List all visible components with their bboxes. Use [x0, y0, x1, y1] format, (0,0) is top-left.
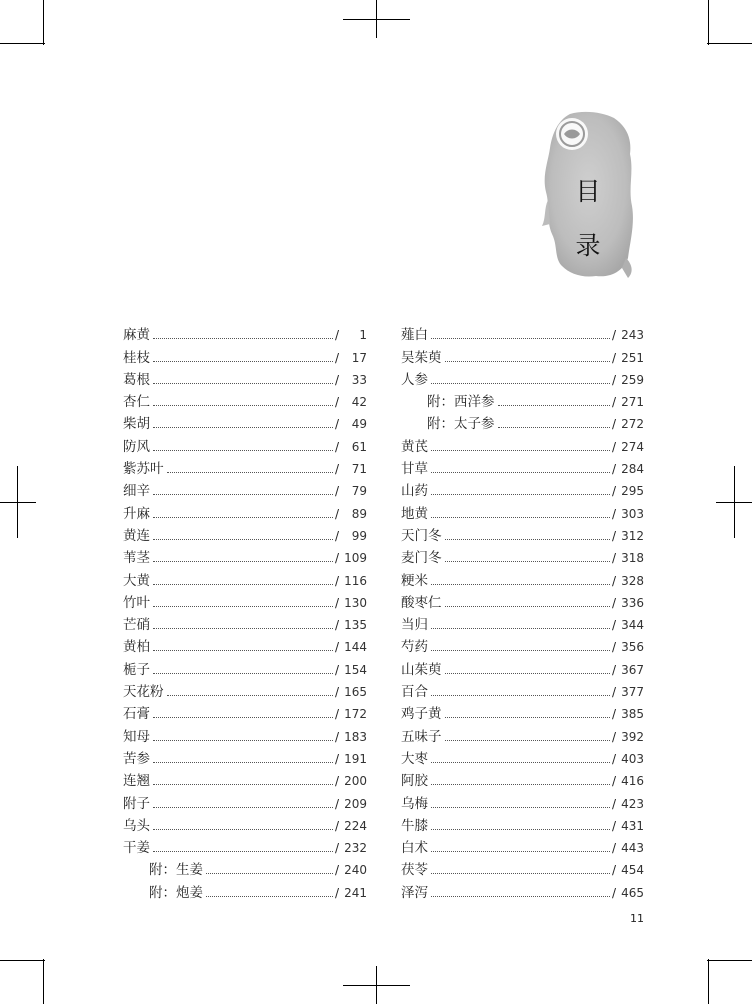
- dot-leader: [445, 561, 611, 562]
- toc-entry-title: 栀子: [123, 661, 150, 678]
- toc-entry[interactable]: [401, 321, 644, 343]
- toc-entry[interactable]: [401, 856, 644, 878]
- toc-entry-page: 423: [621, 796, 644, 811]
- toc-entry-page: 367: [621, 662, 644, 677]
- toc-entry[interactable]: [401, 455, 644, 477]
- toc-entry[interactable]: [123, 589, 367, 611]
- dot-leader: [206, 873, 333, 874]
- title-char-2: 录: [575, 231, 601, 260]
- page-separator: /: [335, 863, 340, 878]
- dot-leader: [153, 561, 333, 562]
- toc-entry-page: 232: [344, 841, 367, 856]
- dot-leader: [153, 494, 333, 495]
- dot-leader: [153, 762, 333, 763]
- toc-entry[interactable]: [123, 477, 367, 499]
- toc-entry-page: 191: [344, 751, 367, 766]
- dot-leader: [431, 338, 610, 339]
- toc-entry-title: 附子: [123, 795, 150, 812]
- crop-mark-top-left-v: [43, 0, 44, 45]
- toc-entry[interactable]: [123, 432, 367, 454]
- toc-entry-title: 附：西洋参: [427, 394, 495, 411]
- page-separator: /: [612, 685, 617, 700]
- page-separator: /: [612, 372, 617, 387]
- dot-leader: [431, 628, 610, 629]
- toc-entry-page: 89: [351, 506, 367, 521]
- page-separator: /: [612, 395, 617, 410]
- toc-entry[interactable]: [123, 700, 367, 722]
- toc-entry-page: 251: [621, 350, 644, 365]
- toc-entry-title: 紫苏叶: [123, 461, 164, 478]
- page-separator: /: [612, 662, 617, 677]
- toc-right-column: [401, 321, 644, 901]
- crop-mark-bottom-left-h: [0, 960, 45, 961]
- toc-entry[interactable]: [401, 388, 644, 410]
- page-separator: /: [612, 707, 617, 722]
- toc-entry-title: 知母: [123, 728, 150, 745]
- toc-entry[interactable]: [401, 834, 644, 856]
- dot-leader: [431, 896, 610, 897]
- page-separator: /: [612, 818, 617, 833]
- dot-leader: [153, 829, 333, 830]
- page-separator: /: [335, 484, 340, 499]
- toc-entry-page: 240: [344, 863, 367, 878]
- toc-entry-page: 109: [344, 551, 367, 566]
- toc-entry-title: 细辛: [123, 483, 150, 500]
- page-separator: /: [335, 662, 340, 677]
- toc-entry[interactable]: [123, 789, 367, 811]
- toc-entry-page: 295: [621, 484, 644, 499]
- dot-leader: [431, 584, 610, 585]
- page-separator: /: [335, 774, 340, 789]
- page-separator: /: [612, 595, 617, 610]
- toc-entry-page: 431: [621, 818, 644, 833]
- dot-leader: [431, 829, 610, 830]
- dot-leader: [445, 673, 611, 674]
- toc-entry-page: 1: [359, 328, 367, 343]
- toc-entry-page: 116: [344, 573, 367, 588]
- toc-entry-page: 154: [344, 662, 367, 677]
- dot-leader: [431, 383, 610, 384]
- toc-entry[interactable]: [401, 410, 644, 432]
- toc-entry[interactable]: [401, 812, 644, 834]
- toc-entry[interactable]: [123, 812, 367, 834]
- dot-leader: [431, 807, 610, 808]
- toc-entry-page: 318: [621, 551, 644, 566]
- toc-entry-page: 241: [344, 885, 367, 900]
- page-separator: /: [335, 372, 340, 387]
- toc-entry-title: 酸枣仁: [401, 594, 442, 611]
- toc-entry-title: 竹叶: [123, 594, 150, 611]
- toc-entry-page: 99: [351, 528, 367, 543]
- toc-entry-title: 苇茎: [123, 550, 150, 567]
- toc-entry-title: 天门冬: [401, 527, 442, 544]
- toc-entry-page: 312: [621, 528, 644, 543]
- dot-leader: [445, 539, 611, 540]
- toc-entry[interactable]: [401, 633, 644, 655]
- toc-entry[interactable]: [123, 856, 367, 878]
- page-separator: /: [335, 328, 340, 343]
- page-separator: /: [335, 885, 340, 900]
- toc-entry-title: 牛膝: [401, 817, 428, 834]
- toc-entry-title: 附：生姜: [149, 862, 203, 879]
- crop-mark-top-right-h: [707, 43, 752, 44]
- toc-entry[interactable]: [401, 522, 644, 544]
- page-separator: /: [612, 439, 617, 454]
- toc-entry[interactable]: [123, 566, 367, 588]
- toc-left-column: [123, 321, 367, 901]
- toc-entry-title: 甘草: [401, 461, 428, 478]
- toc-entry[interactable]: [401, 499, 644, 521]
- page-separator: /: [335, 841, 340, 856]
- toc-entry-page: 403: [621, 751, 644, 766]
- dot-leader: [153, 784, 333, 785]
- page-separator: /: [335, 707, 340, 722]
- page-separator: /: [612, 528, 617, 543]
- toc-entry[interactable]: [123, 522, 367, 544]
- toc-entry-title: 山药: [401, 483, 428, 500]
- toc-entry-title: 附：炮姜: [149, 884, 203, 901]
- toc-entry[interactable]: [401, 544, 644, 566]
- page-separator: /: [612, 551, 617, 566]
- dot-leader: [153, 539, 333, 540]
- toc-entry-title: 干姜: [123, 840, 150, 857]
- page-separator: /: [335, 573, 340, 588]
- toc-entry-title: 百合: [401, 684, 428, 701]
- page-separator: /: [612, 729, 617, 744]
- toc-entry-page: 165: [344, 685, 367, 700]
- dot-leader: [445, 740, 611, 741]
- toc-entry-title: 天花粉: [123, 684, 164, 701]
- toc-entry-page: 144: [344, 640, 367, 655]
- toc-entry[interactable]: [401, 566, 644, 588]
- page-separator: /: [335, 751, 340, 766]
- toc-entry-page: 336: [621, 595, 644, 610]
- toc-entry[interactable]: [123, 633, 367, 655]
- dot-leader: [153, 851, 333, 852]
- toc-entry-page: 79: [351, 484, 367, 499]
- toc-entry[interactable]: [401, 589, 644, 611]
- toc-entry[interactable]: [401, 700, 644, 722]
- toc-entry[interactable]: [123, 321, 367, 343]
- toc-entry[interactable]: [401, 432, 644, 454]
- toc-entry-page: 243: [621, 328, 644, 343]
- toc-entry-page: 465: [621, 885, 644, 900]
- toc-entry[interactable]: [401, 366, 644, 388]
- toc-entry-page: 356: [621, 640, 644, 655]
- toc-entry-title: 五味子: [401, 728, 442, 745]
- toc-entry[interactable]: [401, 789, 644, 811]
- dot-leader: [431, 517, 610, 518]
- dot-leader: [153, 650, 333, 651]
- page-separator: /: [612, 573, 617, 588]
- toc-entry-page: 454: [621, 863, 644, 878]
- page-separator: /: [612, 506, 617, 521]
- toc-entry-title: 白术: [401, 840, 428, 857]
- toc-entry-title: 附：太子参: [427, 416, 495, 433]
- page-separator: /: [612, 618, 617, 633]
- toc-entry-title: 人参: [401, 371, 428, 388]
- toc-entry[interactable]: [123, 388, 367, 410]
- toc-entry-title: 葛根: [123, 371, 150, 388]
- crop-mark-top-left-h: [0, 43, 45, 44]
- dot-leader: [153, 740, 333, 741]
- page-separator: /: [612, 863, 617, 878]
- toc-entry-page: 200: [344, 774, 367, 789]
- dot-leader: [431, 784, 610, 785]
- toc-entry[interactable]: [123, 767, 367, 789]
- toc-entry-title: 芒硝: [123, 617, 150, 634]
- dot-leader: [431, 762, 610, 763]
- toc-entry-title: 鸡子黄: [401, 706, 442, 723]
- dot-leader: [153, 673, 333, 674]
- toc-entry-page: 377: [621, 685, 644, 700]
- dot-leader: [153, 450, 333, 451]
- page-separator: /: [335, 640, 340, 655]
- toc-entry-page: 42: [351, 395, 367, 410]
- toc-entry-page: 33: [351, 372, 367, 387]
- toc-entry-page: 71: [351, 462, 367, 477]
- toc-entry[interactable]: [401, 611, 644, 633]
- toc-entry[interactable]: [123, 655, 367, 677]
- crop-mark-bottom-right-h: [707, 960, 752, 961]
- crop-mark-right-center-h: [716, 502, 752, 503]
- toc-entry-title: 麻黄: [123, 327, 150, 344]
- dot-leader: [153, 405, 333, 406]
- toc-entry[interactable]: [123, 745, 367, 767]
- dot-leader: [445, 717, 611, 718]
- page-separator: /: [335, 796, 340, 811]
- toc-entry-title: 黄连: [123, 527, 150, 544]
- dot-leader: [153, 361, 333, 362]
- dot-leader: [431, 851, 610, 852]
- page-separator: /: [335, 595, 340, 610]
- page-separator: /: [612, 350, 617, 365]
- dot-leader: [431, 494, 610, 495]
- dot-leader: [431, 695, 610, 696]
- dot-leader: [153, 427, 333, 428]
- dot-leader: [153, 717, 333, 718]
- toc-entry-page: 274: [621, 439, 644, 454]
- toc-entry-page: 328: [621, 573, 644, 588]
- page-separator: /: [335, 350, 340, 365]
- page-separator: /: [612, 484, 617, 499]
- toc-entry[interactable]: [123, 410, 367, 432]
- dot-leader: [431, 472, 610, 473]
- toc-entry-page: 224: [344, 818, 367, 833]
- toc-entry-page: 443: [621, 841, 644, 856]
- page-separator: /: [335, 395, 340, 410]
- page-separator: /: [335, 528, 340, 543]
- toc-entry-title: 茯苓: [401, 862, 428, 879]
- title-char-1: 目: [575, 177, 601, 206]
- page-separator: /: [612, 751, 617, 766]
- toc-entry-title: 泽泻: [401, 884, 428, 901]
- dot-leader: [153, 338, 333, 339]
- page-number: 11: [630, 912, 644, 925]
- page-separator: /: [335, 417, 340, 432]
- toc-entry-page: 172: [344, 707, 367, 722]
- page-separator: /: [335, 506, 340, 521]
- toc-entry-page: 259: [621, 372, 644, 387]
- toc-entry[interactable]: [401, 878, 644, 900]
- toc-entry-title: 当归: [401, 617, 428, 634]
- page-separator: /: [335, 729, 340, 744]
- dot-leader: [445, 361, 611, 362]
- page-separator: /: [335, 618, 340, 633]
- toc-entry-title: 大黄: [123, 572, 150, 589]
- toc-entry[interactable]: [401, 477, 644, 499]
- dot-leader: [153, 517, 333, 518]
- toc-entry[interactable]: [123, 834, 367, 856]
- dot-leader: [431, 873, 610, 874]
- dot-leader: [206, 896, 333, 897]
- toc-entry[interactable]: [401, 655, 644, 677]
- toc-entry[interactable]: [123, 878, 367, 900]
- dot-leader: [498, 405, 611, 406]
- page-separator: /: [612, 885, 617, 900]
- toc-entry[interactable]: [123, 544, 367, 566]
- toc-entry-page: 392: [621, 729, 644, 744]
- page-separator: /: [335, 551, 340, 566]
- toc-entry-title: 乌头: [123, 817, 150, 834]
- dot-leader: [153, 584, 333, 585]
- toc-entry-page: 49: [351, 417, 367, 432]
- toc-entry-title: 薤白: [401, 327, 428, 344]
- toc-entry[interactable]: [123, 499, 367, 521]
- toc-entry-title: 黄柏: [123, 639, 150, 656]
- toc-entry[interactable]: [123, 366, 367, 388]
- page-separator: /: [335, 462, 340, 477]
- toc-entry-title: 麦门冬: [401, 550, 442, 567]
- dot-leader: [431, 450, 610, 451]
- crop-mark-left-center-h: [0, 502, 36, 503]
- toc-entry-page: 130: [344, 595, 367, 610]
- toc-entry-page: 303: [621, 506, 644, 521]
- toc-entry-page: 209: [344, 796, 367, 811]
- dot-leader: [153, 383, 333, 384]
- toc-entry[interactable]: [401, 678, 644, 700]
- toc-entry-page: 271: [621, 395, 644, 410]
- dot-leader: [445, 606, 611, 607]
- toc-entry-page: 344: [621, 618, 644, 633]
- toc-entry-title: 升麻: [123, 505, 150, 522]
- toc-entry[interactable]: [123, 722, 367, 744]
- toc-entry-title: 杏仁: [123, 394, 150, 411]
- toc-entry-page: 61: [351, 439, 367, 454]
- toc-entry-title: 桂枝: [123, 349, 150, 366]
- toc-entry-title: 乌梅: [401, 795, 428, 812]
- page-separator: /: [612, 841, 617, 856]
- toc-entry-title: 连翘: [123, 773, 150, 790]
- toc-entry-title: 地黄: [401, 505, 428, 522]
- toc-entry-title: 粳米: [401, 572, 428, 589]
- toc-entry-page: 135: [344, 618, 367, 633]
- toc-entry-title: 山茱萸: [401, 661, 442, 678]
- toc-entry-title: 吴茱萸: [401, 349, 442, 366]
- toc-entry[interactable]: [123, 678, 367, 700]
- page-separator: /: [612, 328, 617, 343]
- toc-entry-page: 183: [344, 729, 367, 744]
- dot-leader: [167, 695, 334, 696]
- crop-mark-bottom-center-h: [343, 985, 410, 986]
- toc-entry-title: 黄芪: [401, 438, 428, 455]
- crop-mark-top-right-v: [708, 0, 709, 45]
- dot-leader: [167, 472, 334, 473]
- toc-entry[interactable]: [123, 611, 367, 633]
- toc-entry-title: 大枣: [401, 750, 428, 767]
- crop-mark-bottom-right-v: [708, 959, 709, 1004]
- page-separator: /: [612, 796, 617, 811]
- page-separator: /: [335, 439, 340, 454]
- toc-entry-page: 272: [621, 417, 644, 432]
- page-separator: /: [335, 685, 340, 700]
- toc-entry-page: 284: [621, 462, 644, 477]
- dot-leader: [153, 628, 333, 629]
- toc-entry-title: 石膏: [123, 706, 150, 723]
- toc-entry-page: 17: [351, 350, 367, 365]
- toc-entry-title: 防风: [123, 438, 150, 455]
- toc-entry[interactable]: [123, 455, 367, 477]
- toc-entry-page: 385: [621, 707, 644, 722]
- page-separator: /: [612, 462, 617, 477]
- toc-entry[interactable]: [401, 745, 644, 767]
- page-separator: /: [612, 417, 617, 432]
- dot-leader: [153, 807, 333, 808]
- toc-entry[interactable]: [401, 767, 644, 789]
- toc-entry[interactable]: [401, 343, 644, 365]
- toc-entry[interactable]: [123, 343, 367, 365]
- toc-entry-page: 416: [621, 774, 644, 789]
- page-separator: /: [612, 774, 617, 789]
- crop-mark-top-center-h: [343, 19, 410, 20]
- toc-entry-title: 阿胶: [401, 773, 428, 790]
- toc-entry-title: 苦参: [123, 750, 150, 767]
- toc-entry-title: 柴胡: [123, 416, 150, 433]
- page-separator: /: [335, 818, 340, 833]
- toc-entry-title: 芍药: [401, 639, 428, 656]
- toc-entry[interactable]: [401, 722, 644, 744]
- toc-title-block: [540, 108, 636, 280]
- dot-leader: [431, 650, 610, 651]
- dot-leader: [153, 606, 333, 607]
- page-separator: /: [612, 640, 617, 655]
- crop-mark-bottom-left-v: [43, 959, 44, 1004]
- dot-leader: [498, 427, 611, 428]
